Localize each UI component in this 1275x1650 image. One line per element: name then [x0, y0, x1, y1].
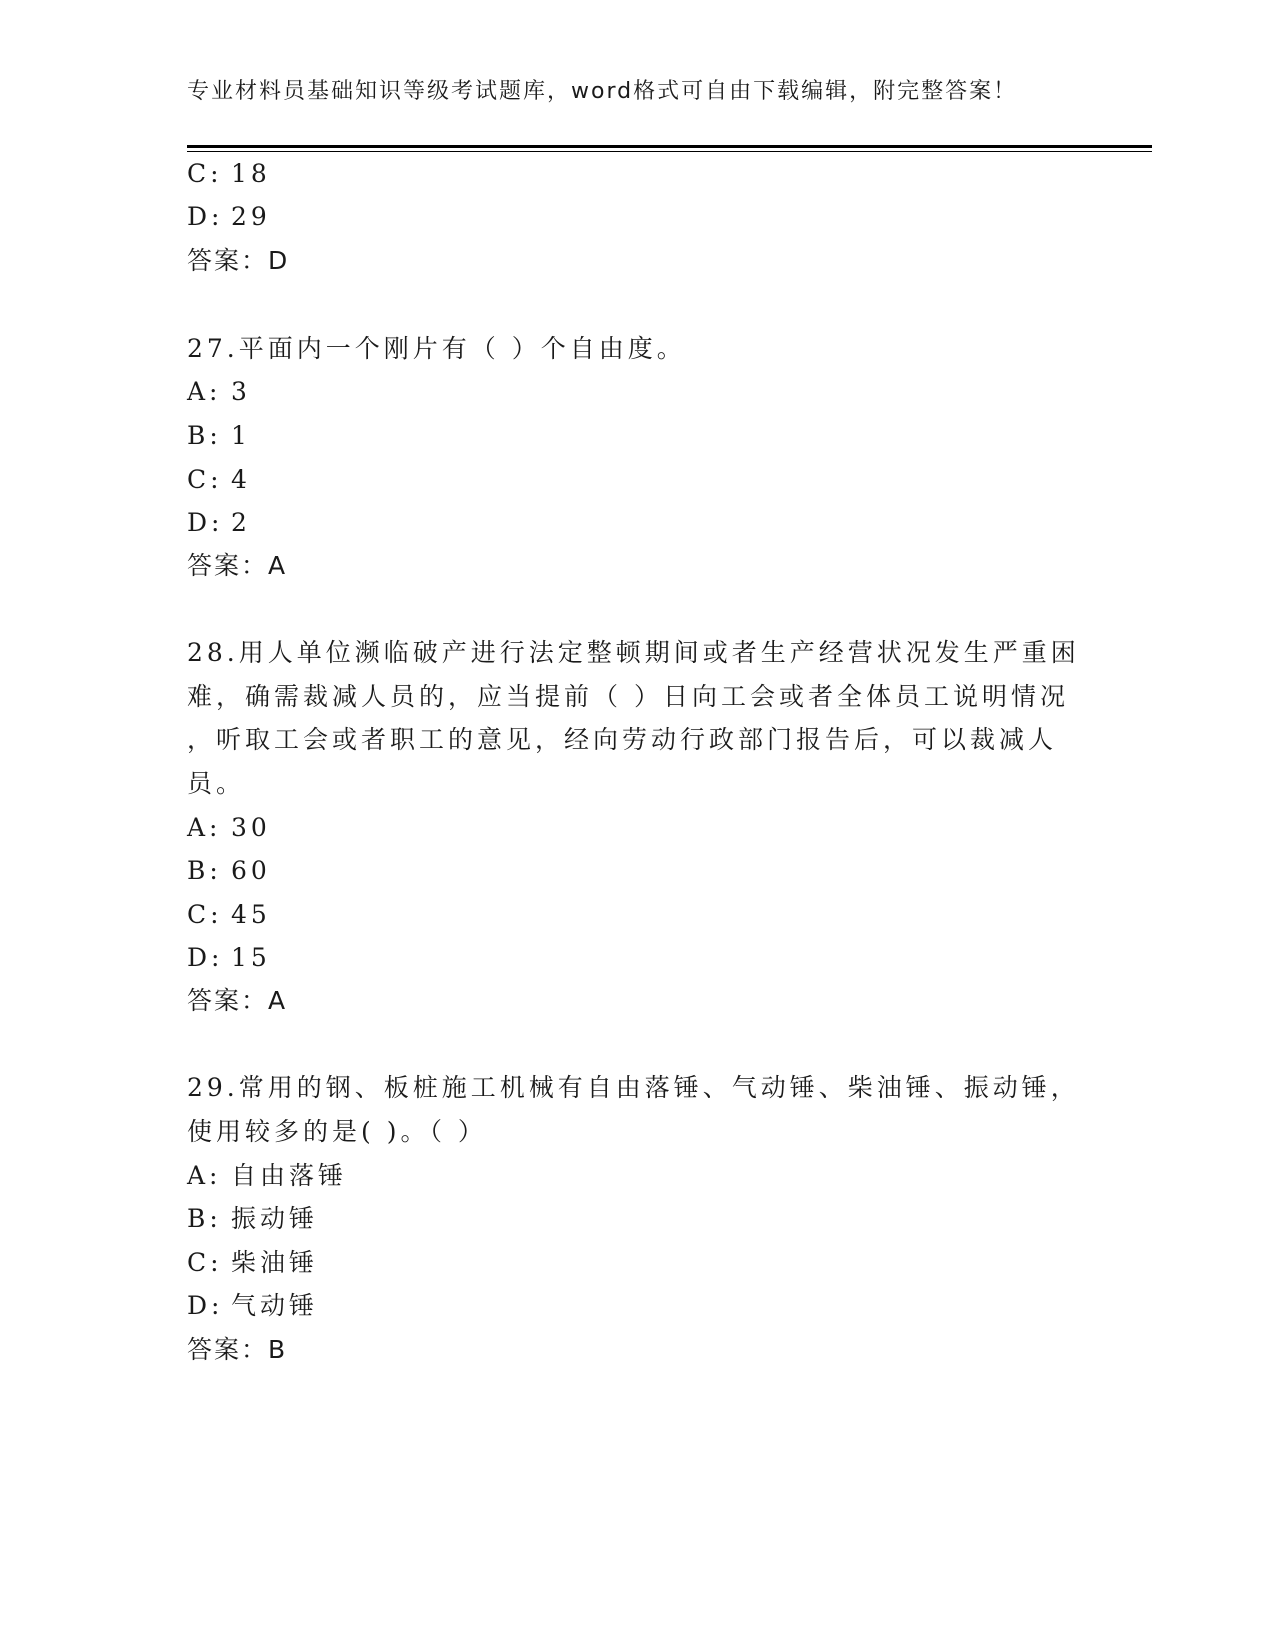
- option-text: 自由落锤: [231, 1161, 348, 1190]
- q28-option-a: [187, 812, 271, 844]
- option-text: 振动锤: [231, 1204, 319, 1233]
- q28-option-d: [187, 942, 271, 974]
- option-text: 18: [231, 159, 271, 188]
- q27-answer: 答案：A: [187, 551, 288, 580]
- q29-stem-line-2: 使用较多的是( )。（ ）: [187, 1117, 487, 1146]
- q28-answer: 答案：A: [187, 986, 288, 1015]
- option-label: D:: [187, 202, 224, 231]
- q28-option-b: [187, 855, 271, 887]
- q27-option-a: [187, 376, 251, 408]
- option-label: D:: [187, 1291, 224, 1320]
- option-label: C:: [187, 1248, 223, 1277]
- option-text: 60: [231, 856, 271, 885]
- q27-option-c: [187, 464, 251, 496]
- option-label: D:: [187, 508, 224, 537]
- option-label: B:: [187, 1204, 222, 1233]
- q26-answer: 答案：D: [187, 246, 290, 275]
- option-text: 29: [231, 202, 271, 231]
- option-text: 气动锤: [231, 1291, 319, 1320]
- option-label: C:: [187, 465, 223, 494]
- q27-stem: 27.平面内一个刚片有（ ）个自由度。: [187, 334, 686, 363]
- header-rule-thin: [187, 151, 1152, 152]
- option-label: C:: [187, 159, 223, 188]
- option-text: 3: [231, 377, 251, 406]
- option-text: 30: [231, 813, 271, 842]
- option-label: A:: [187, 377, 222, 406]
- page-header: 专业材料员基础知识等级考试题库，word格式可自由下载编辑，附完整答案！: [187, 79, 1018, 104]
- option-label: A:: [187, 1161, 222, 1190]
- option-label: A:: [187, 813, 222, 842]
- q29-option-d: [187, 1290, 318, 1322]
- option-text: 4: [231, 465, 251, 494]
- option-text: 柴油锤: [231, 1248, 319, 1277]
- option-text: 15: [231, 943, 271, 972]
- option-text: 2: [231, 508, 251, 537]
- option-label: D:: [187, 943, 224, 972]
- q27-option-d: [187, 507, 251, 539]
- option-text: 45: [231, 900, 271, 929]
- q29-option-c: [187, 1247, 318, 1279]
- option-label: B:: [187, 421, 222, 450]
- q28-stem-line-3: ，听取工会或者职工的意见，经向劳动行政部门报告后，可以裁减人: [187, 725, 1058, 754]
- q29-option-b: [187, 1203, 318, 1235]
- q29-answer: 答案：B: [187, 1335, 288, 1364]
- q26-option-d: [187, 201, 271, 233]
- q28-option-c: [187, 899, 271, 931]
- q28-stem-line-2: 难，确需裁减人员的，应当提前（ ）日向工会或者全体员工说明情况: [187, 682, 1069, 711]
- option-label: C:: [187, 900, 223, 929]
- header-rule-thick: [187, 145, 1152, 148]
- q29-stem-line-1: 29.常用的钢、板桩施工机械有自由落锤、气动锤、柴油锤、振动锤，: [187, 1073, 1080, 1102]
- q29-option-a: [187, 1160, 347, 1192]
- q27-option-b: [187, 420, 251, 452]
- option-label: B:: [187, 856, 222, 885]
- option-text: 1: [231, 421, 251, 450]
- q28-stem-line-1: 28.用人单位濒临破产进行法定整顿期间或者生产经营状况发生严重困: [187, 638, 1080, 667]
- q26-option-c: [187, 158, 271, 190]
- q28-stem-line-4: 员。: [187, 769, 246, 798]
